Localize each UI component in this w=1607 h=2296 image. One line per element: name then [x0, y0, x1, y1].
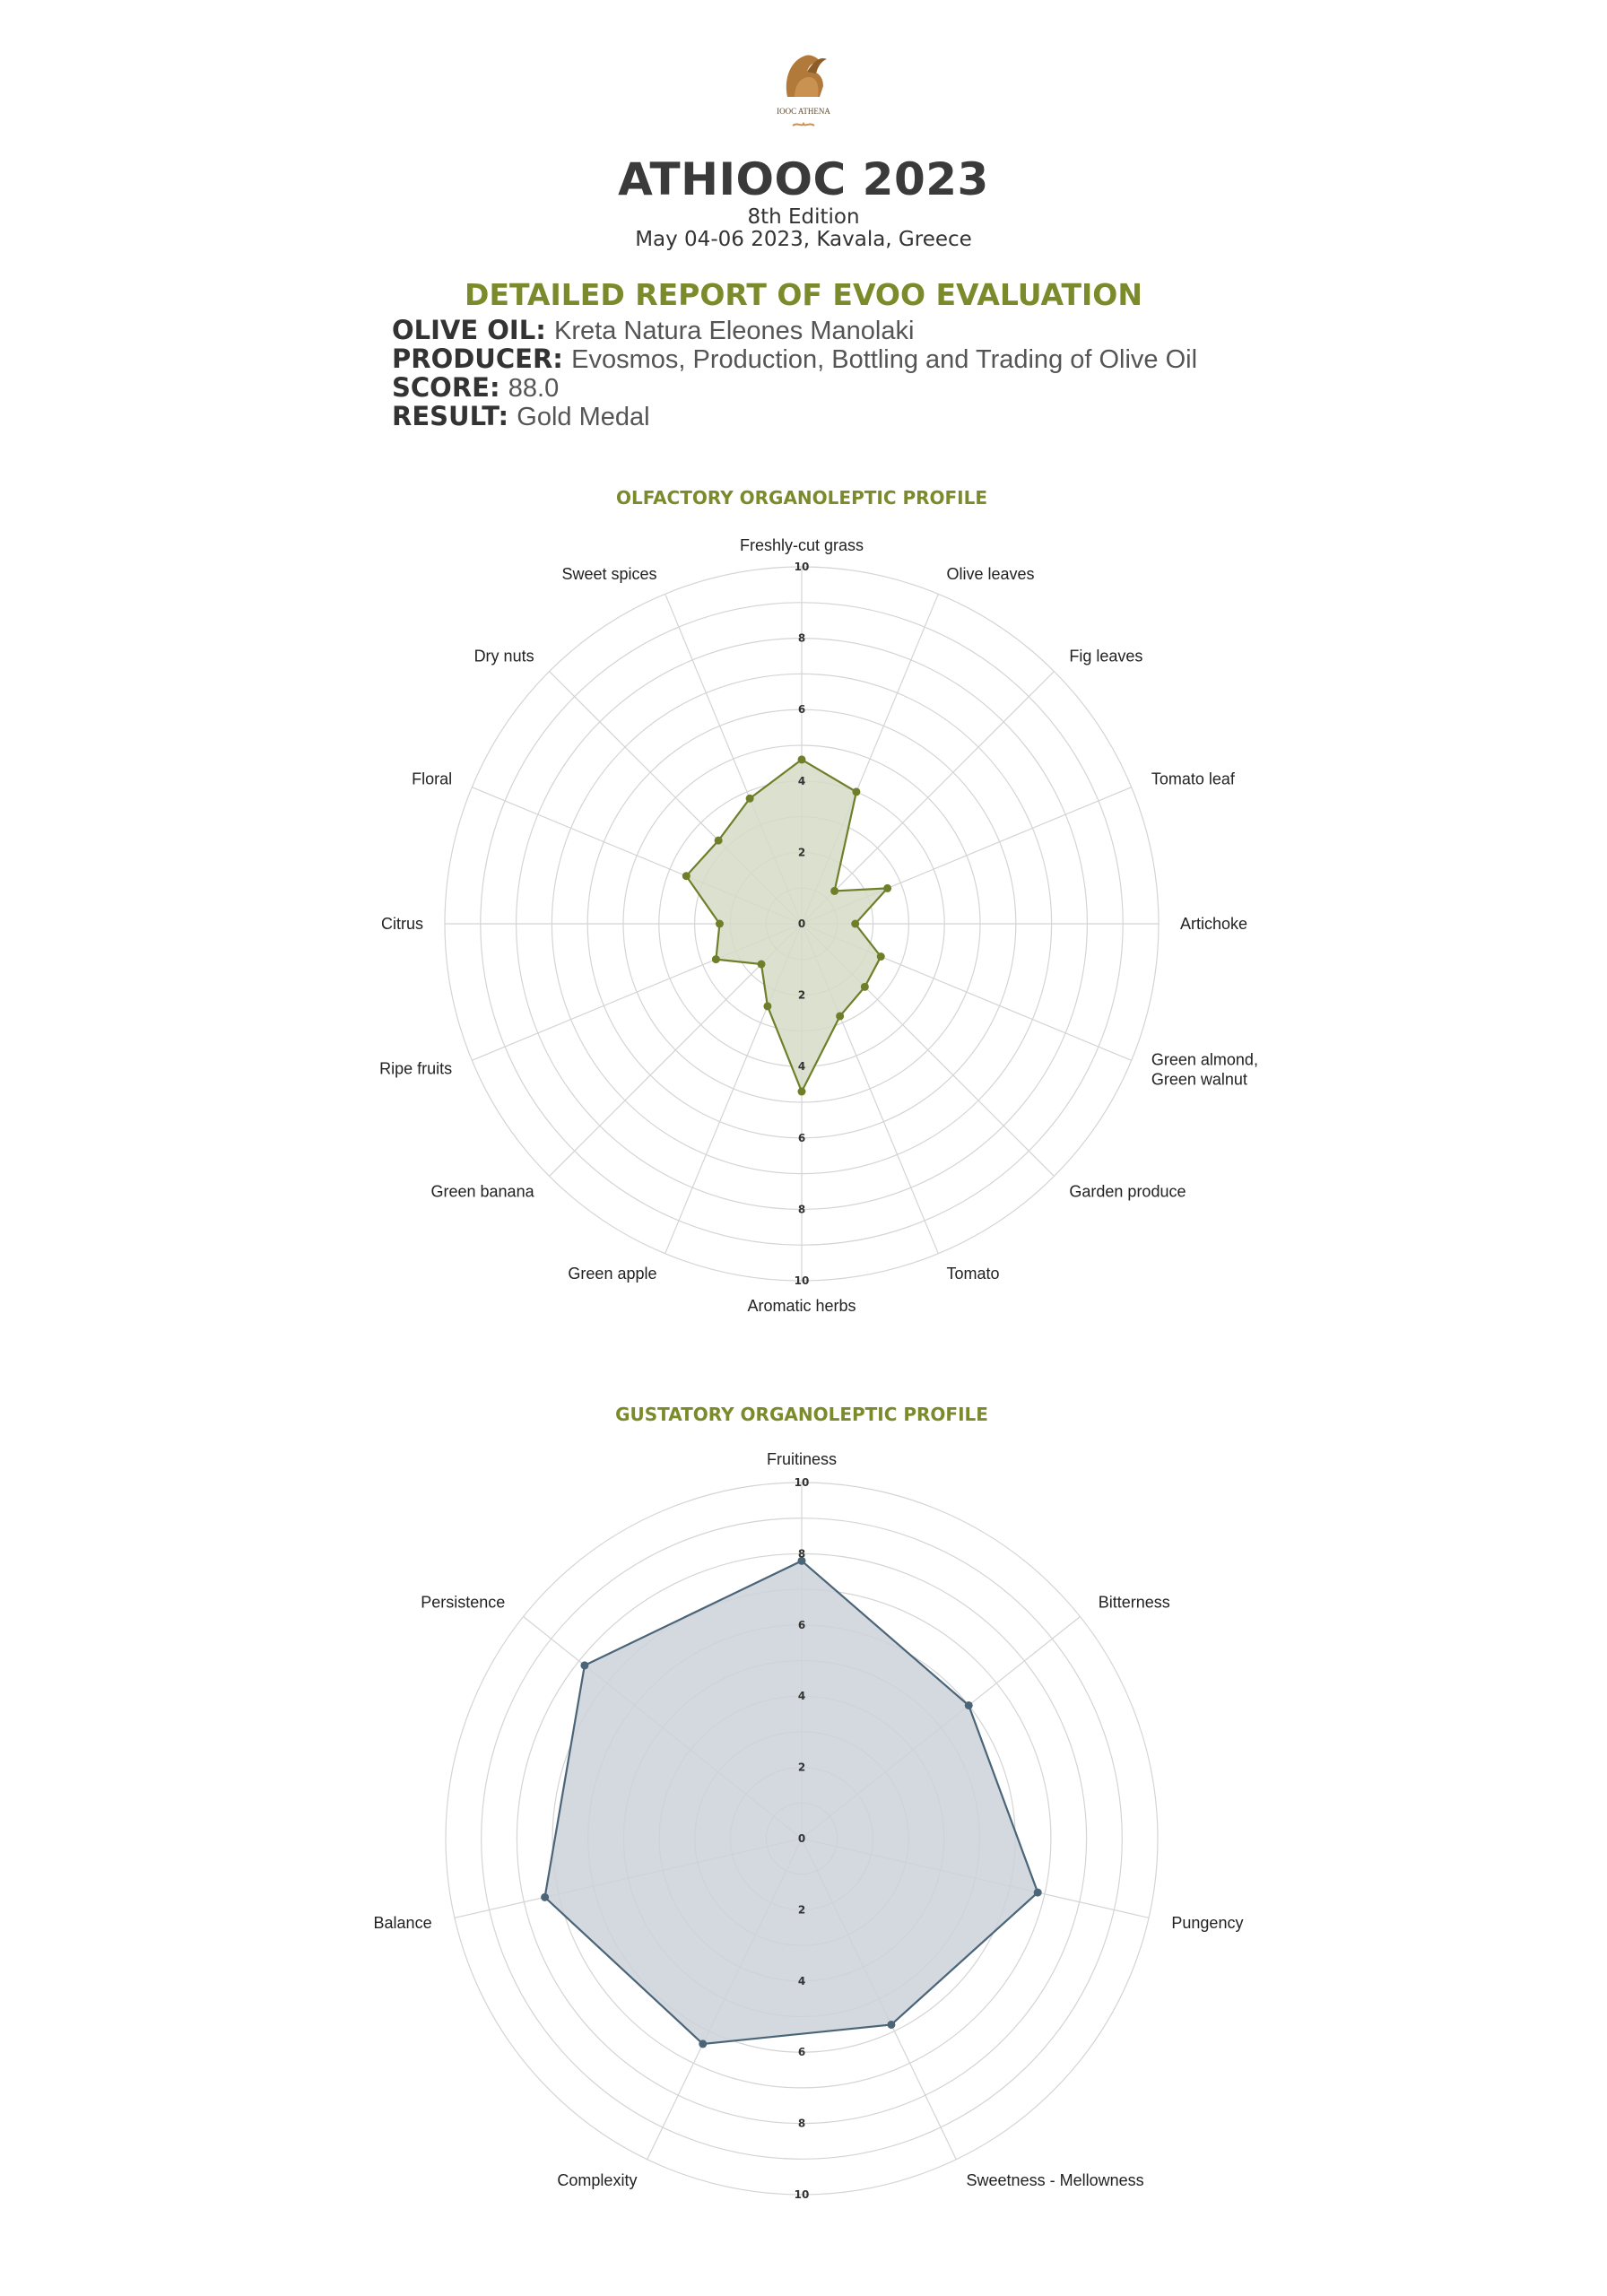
category-label: Tomato leaf — [1151, 770, 1235, 788]
data-point — [1034, 1889, 1042, 1897]
data-point — [877, 952, 885, 961]
category-label: Green apple — [568, 1264, 657, 1283]
tick-label: 6 — [797, 1618, 806, 1631]
result-label: RESULT: — [392, 401, 509, 431]
tick-label: 2 — [797, 988, 806, 1002]
data-point — [757, 961, 765, 969]
score-value: 88.0 — [508, 374, 560, 403]
data-point — [580, 1661, 588, 1669]
tick-label: 2 — [797, 1903, 806, 1917]
tick-label: 8 — [797, 2117, 806, 2130]
data-point — [716, 920, 724, 928]
category-label: Fig leaves — [1069, 647, 1143, 665]
olive-oil-value: Kreta Natura Eleones Manolaki — [554, 317, 915, 345]
tick-label: 4 — [797, 1060, 806, 1074]
category-label: Green banana — [430, 1182, 534, 1201]
tick-label: 10 — [794, 2188, 810, 2201]
data-point — [746, 795, 754, 803]
category-label: Citrus — [380, 915, 423, 933]
category-label: Olive leaves — [946, 565, 1035, 584]
tick-label: 4 — [797, 774, 806, 787]
tick-label: 0 — [797, 918, 806, 930]
category-label: Artichoke — [1180, 915, 1248, 933]
tick-label: 2 — [797, 846, 806, 859]
category-label: Dry nuts — [473, 647, 534, 665]
data-point — [798, 1088, 806, 1096]
tick-label: 4 — [797, 1974, 806, 1987]
category-label: Sweetness - Mellowness — [966, 2171, 1144, 2190]
producer-label: PRODUCER: — [392, 344, 563, 374]
tick-label: 8 — [797, 1547, 806, 1561]
category-label: Floral — [412, 770, 453, 788]
producer-value: Evosmos, Production, Bottling and Trading of Olive Oil — [571, 345, 1198, 374]
series-area — [545, 1561, 1038, 2044]
olive-oil-label: OLIVE OIL: — [392, 315, 546, 345]
data-point — [836, 1012, 844, 1020]
gustatory-radar-chart — [374, 1404, 1244, 2201]
category-label: Freshly-cut grass — [739, 536, 864, 554]
category-label: Pungency — [1171, 1914, 1244, 1933]
edition-text: 8th Edition — [747, 205, 860, 229]
tick-label: 8 — [797, 1203, 806, 1216]
category-label: Ripe fruits — [379, 1059, 453, 1078]
score-label: SCORE: — [392, 372, 500, 403]
tick-label: 10 — [794, 1476, 810, 1489]
category-label: Aromatic herbs — [747, 1297, 856, 1315]
tick-label: 6 — [797, 703, 806, 717]
tick-label: 10 — [794, 561, 810, 573]
data-point — [851, 920, 859, 928]
data-point — [682, 872, 691, 880]
result-value: Gold Medal — [517, 403, 650, 431]
category-label: Tomato — [946, 1264, 1000, 1283]
data-point — [852, 787, 860, 796]
category-label: Fruitiness — [766, 1450, 838, 1468]
tick-label: 6 — [797, 1131, 806, 1144]
data-point — [699, 2039, 707, 2048]
data-point — [541, 1893, 549, 1901]
tick-label: 6 — [797, 2046, 806, 2059]
tick-label: 4 — [797, 1690, 806, 1703]
data-point — [965, 1701, 973, 1709]
category-label: Sweet spices — [561, 565, 657, 584]
category-label: Persistence — [421, 1593, 506, 1612]
data-point — [830, 887, 838, 895]
category-label: Garden produce — [1069, 1182, 1186, 1201]
category-label: Bitterness — [1098, 1593, 1170, 1612]
tick-label: 10 — [794, 1274, 810, 1287]
data-point — [887, 2021, 895, 2029]
category-label: Complexity — [557, 2171, 638, 2190]
chart-title: GUSTATORY ORGANOLEPTIC PROFILE — [615, 1404, 988, 1425]
logo-text: IOOC ATHENA — [777, 107, 830, 116]
category-label: Green almond, Green walnut — [1151, 1050, 1258, 1089]
event-dates: May 04-06 2023, Kavala, Greece — [635, 228, 972, 251]
data-point — [712, 955, 720, 963]
data-point — [763, 1002, 771, 1010]
data-point — [883, 884, 891, 892]
page-title: ATHIOOC 2023 — [618, 153, 989, 205]
data-point — [715, 837, 723, 845]
data-point — [798, 755, 806, 763]
report-heading: DETAILED REPORT OF EVOO EVALUATION — [465, 277, 1142, 312]
data-point — [861, 983, 869, 991]
chart-title: OLFACTORY ORGANOLEPTIC PROFILE — [615, 487, 988, 509]
category-label: Balance — [373, 1914, 432, 1933]
tick-label: 8 — [797, 631, 806, 645]
tick-label: 2 — [797, 1761, 806, 1774]
tick-label: 0 — [797, 1832, 806, 1845]
olfactory-radar-chart — [379, 487, 1258, 1315]
